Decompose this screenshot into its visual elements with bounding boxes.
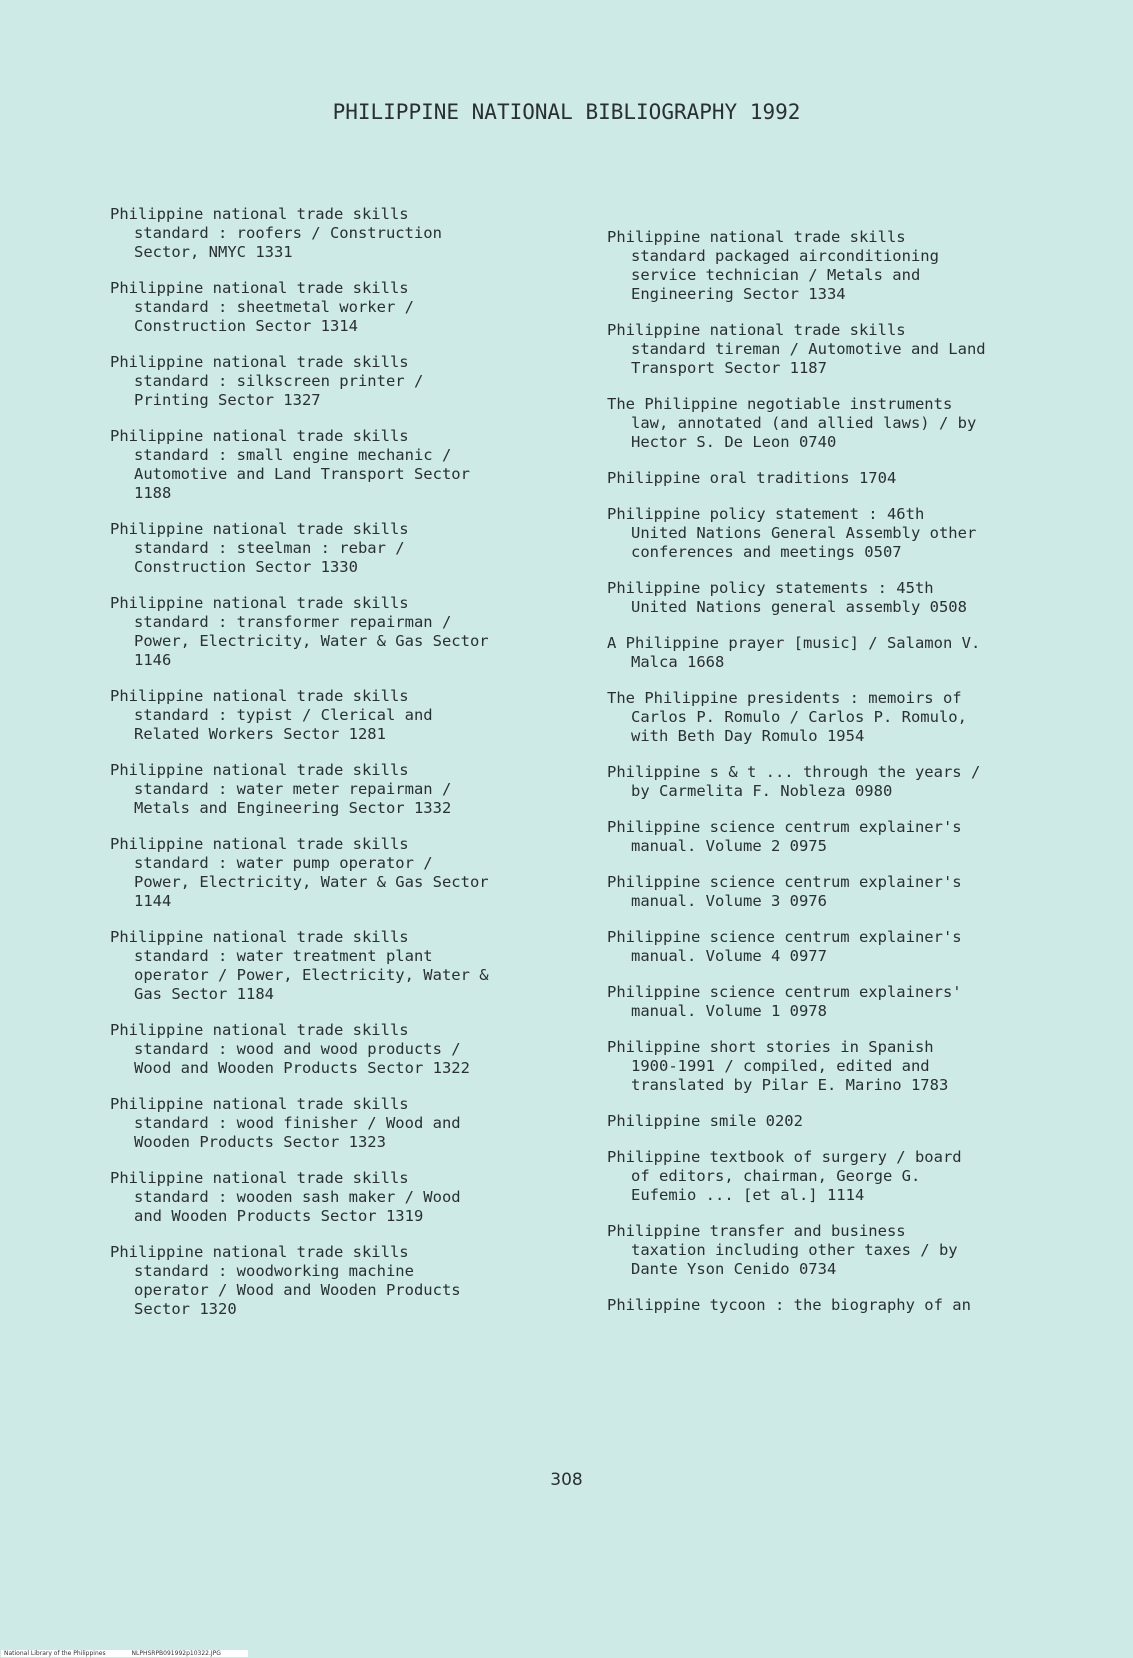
bibliography-entry: Philippine oral traditions 1704 (607, 469, 897, 487)
footer-institution: National Library of the Philippines (4, 1650, 106, 1657)
bibliography-entry: Philippine transfer and business taxation including other taxes / by Dante Yson Cenido 0734 (607, 1222, 958, 1278)
page-number: 308 (550, 1470, 583, 1490)
footer-file-id: NLPHSRPB091992p10322.JPG (131, 1650, 221, 1657)
left-column (110, 205, 580, 1336)
bibliography-entry: Philippine policy statement : 46th United Nations General Assembly other conferences and meetings 0507 (607, 505, 977, 561)
bibliography-entry: Philippine tycoon : the biography of an (607, 1296, 971, 1314)
bibliography-entry: Philippine textbook of surgery / board of editors, chairman, George G. Eufemio ... [et al.] 1114 (607, 1148, 962, 1204)
bibliography-entry: A Philippine prayer [music] / Salamon V. Malca 1668 (607, 634, 981, 671)
page-title: PHILIPPINE NATIONAL BIBLIOGRAPHY 1992 (332, 100, 801, 124)
bibliography-entry: Philippine national trade skills standard : steelman : rebar / Construction Sector 1330 (110, 520, 409, 576)
bibliography-entry: Philippine national trade skills standard packaged airconditioning service technician / Metals and Engineering Sector 1334 (607, 228, 939, 303)
bibliography-entry: Philippine science centrum explainers' manual. Volume 1 0978 (607, 983, 962, 1020)
bibliography-entry: Philippine national trade skills standard tireman / Automotive and Land Transport Sector 1187 (607, 321, 986, 377)
bibliography-entry: Philippine policy statements : 45th United Nations general assembly 0508 (607, 579, 967, 616)
bibliography-entry: Philippine science centrum explainer's manual. Volume 3 0976 (607, 873, 962, 910)
bibliography-entry: Philippine national trade skills standard : transformer repairman / Power, Electricity, Water & Gas Sector 1146 (110, 594, 489, 669)
bibliography-entry: Philippine national trade skills standard : water meter repairman / Metals and Engineering Sector 1332 (110, 761, 452, 817)
bibliography-entry: Philippine national trade skills standard : typist / Clerical and Related Workers Sector 1281 (110, 687, 433, 743)
bibliography-entry: Philippine science centrum explainer's manual. Volume 2 0975 (607, 818, 962, 855)
bibliography-entry: Philippine national trade skills standard : water treatment plant operator / Power, Electricity, Water & Gas Sector 1184 (110, 928, 489, 1003)
bibliography-entry: Philippine national trade skills standard : wood finisher / Wood and Wooden Products Sector 1323 (110, 1095, 461, 1151)
bibliography-entry: The Philippine negotiable instruments law, annotated (and allied laws) / by Hector S. De Leon 0740 (607, 395, 977, 451)
bibliography-entry: Philippine smile 0202 (607, 1112, 803, 1130)
bibliography-entry: Philippine national trade skills standard : sheetmetal worker / Construction Sector 1314 (110, 279, 414, 335)
scan-credit (1, 1650, 248, 1657)
bibliography-entry: Philippine science centrum explainer's manual. Volume 4 0977 (607, 928, 962, 965)
bibliography-entry: Philippine national trade skills standard : wood and wood products / Wood and Wooden Products Sector 1322 (110, 1021, 470, 1077)
bibliography-entry: Philippine s & t ... through the years / by Carmelita F. Nobleza 0980 (607, 763, 981, 800)
right-column (607, 228, 1077, 1332)
bibliography-entry: Philippine national trade skills standard : woodworking machine operator / Wood and Wooden Products Sector 1320 (110, 1243, 461, 1318)
bibliography-entry: The Philippine presidents : memoirs of Carlos P. Romulo / Carlos P. Romulo, with Beth Day Romulo 1954 (607, 689, 967, 745)
bibliography-entry: Philippine national trade skills standard : small engine mechanic / Automotive and Land Transport Sector 1188 (110, 427, 470, 502)
bibliography-entry: Philippine national trade skills standard : roofers / Construction Sector, NMYC 1331 (110, 205, 442, 261)
bibliography-entry: Philippine national trade skills standard : silkscreen printer / Printing Sector 1327 (110, 353, 424, 409)
bibliography-entry: Philippine national trade skills standard : water pump operator / Power, Electricity, Water & Gas Sector 1144 (110, 835, 489, 910)
bibliography-entry: Philippine national trade skills standard : wooden sash maker / Wood and Wooden Products Sector 1319 (110, 1169, 461, 1225)
bibliography-entry: Philippine short stories in Spanish 1900-1991 / compiled, edited and translated by Pilar E. Marino 1783 (607, 1038, 949, 1094)
